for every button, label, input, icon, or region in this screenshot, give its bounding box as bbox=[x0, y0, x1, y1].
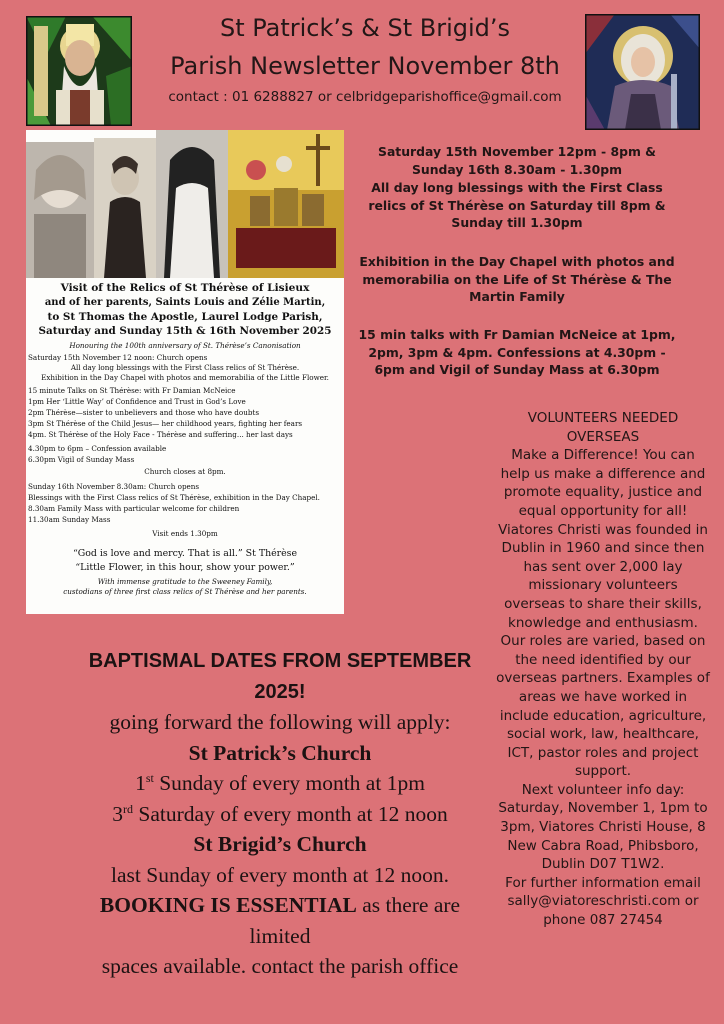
poster-quote2: “Little Flower, in this hour, show your power.” bbox=[75, 562, 295, 573]
poster-heading-line4: Saturday and Sunday 15th & 16th November 2025 bbox=[38, 325, 332, 337]
poster-photos bbox=[26, 130, 344, 278]
st-patrick-stained-glass-image bbox=[26, 16, 132, 126]
relics-visit-poster bbox=[26, 130, 344, 614]
parish-contact: contact : 01 6288827 or celbridgeparishoffice@gmail.com bbox=[168, 89, 562, 105]
booking-rest: as there are limited bbox=[249, 893, 461, 948]
poster-talk-1: 1pm Her ‘Little Way’ of Confidence and Trust in God’s Love bbox=[28, 397, 246, 406]
poster-vigil: 6.30pm Vigil of Sunday Mass bbox=[28, 455, 135, 464]
event-blessings: All day long blessings with the First Class relics of St Thérèse on Saturday till 8pm & Sunday till 1.30pm bbox=[368, 180, 666, 230]
poster-talk-4: 4pm. St Thérèse of the Holy Face - Thérèse and suffering... her last days bbox=[28, 430, 293, 439]
poster-saturday-line1: All day long blessings with the First Class relics of St Thérèse. bbox=[70, 363, 300, 372]
ordinal-number: 3 bbox=[112, 801, 124, 826]
poster-sunday-blessing: Blessings with the First Class relics of St Thérèse, exhibition in the Day Chapel. bbox=[28, 493, 320, 502]
baptism-schedule-line3: last Sunday of every month at 12 noon. bbox=[111, 862, 449, 887]
newsletter-title-line1: St Patrick’s & St Brigid’s bbox=[219, 14, 511, 42]
poster-talk-2: 2pm Thérèse—sister to unbelievers and those who have doubts bbox=[28, 408, 260, 417]
volunteers-section bbox=[496, 409, 710, 930]
baptism-contact: spaces available. contact the parish office bbox=[101, 954, 459, 978]
poster-thanks1: With immense gratitude to the Sweeney Family, bbox=[97, 577, 273, 586]
volunteers-info-day: Next volunteer info day: Saturday, November 1, 1pm to 3pm, Viatores Christi House, 8 New Cabra Road, Phibsboro, Dublin D07 T1W2. bbox=[498, 781, 708, 873]
volunteers-heading: VOLUNTEERS NEEDED OVERSEAS bbox=[527, 410, 679, 445]
poster-church-closes: Church closes at 8pm. bbox=[144, 467, 226, 476]
poster-talks-header: 15 minute Talks on St Thérèse: with Fr Damian McNeice bbox=[28, 386, 236, 395]
baptism-booking bbox=[74, 890, 486, 951]
event-talks: 15 min talks with Fr Damian McNeice at 1pm, 2pm, 3pm & 4pm. Confessions at 4.30pm - 6pm and Vigil of Sunday Mass at 6.30pm bbox=[358, 327, 676, 377]
baptism-schedule-line1 bbox=[74, 768, 486, 799]
ordinal-suffix: rd bbox=[123, 801, 134, 816]
poster-thanks2: custodians of three first class relics of St Thérèse and her parents. bbox=[63, 587, 307, 596]
baptism-intro: going forward the following will apply: bbox=[109, 710, 451, 734]
baptism-heading: BAPTISMAL DATES FROM SEPTEMBER 2025! bbox=[88, 650, 472, 703]
booking-essential: BOOKING IS ESSENTIAL bbox=[99, 893, 357, 917]
schedule-text: Sunday of every month at 1pm bbox=[153, 771, 425, 795]
poster-quote1: “God is love and mercy. That is all.” St Thérèse bbox=[72, 548, 298, 559]
poster-subtitle: Honouring the 100th anniversary of St. Thérèse’s Canonisation bbox=[69, 341, 301, 350]
poster-sunday-header: Sunday 16th November 8.30am: Church opens bbox=[28, 482, 200, 491]
ordinal-suffix: st bbox=[145, 770, 154, 785]
volunteers-body: Make a Difference! You can help us make a difference and promote equality, justice and equal opportunity for all! Viatores Christi was founded in Dublin in 1960 and since then has sent over 2,000 lay missionary volunteers overseas to share their skills, knowledge and enthusiasm. Our roles are varied, based on the need identified by our overseas partners. Examples of areas we have worked in include education, agriculture, social work, law, healthcare, ICT, pastor roles and project support. bbox=[496, 447, 710, 780]
poster-heading-line2: and of her parents, Saints Louis and Zélie Martin, bbox=[44, 297, 326, 308]
poster-sunday-line2: 11.30am Sunday Mass bbox=[28, 515, 111, 524]
baptism-church-st-brigids: St Brigid’s Church bbox=[193, 832, 367, 856]
baptism-section bbox=[74, 646, 486, 982]
poster-sunday-line1: 8.30am Family Mass with particular welcome for children bbox=[28, 504, 240, 513]
newsletter-title-line2: Parish Newsletter November 8th bbox=[170, 52, 560, 80]
poster-talk-3: 3pm St Thérèse of the Child Jesus— her childhood years, fighting her fears bbox=[28, 419, 303, 428]
poster-visit-ends: Visit ends 1.30pm bbox=[152, 529, 218, 538]
poster-saturday-header: Saturday 15th November 12 noon: Church opens bbox=[28, 353, 208, 362]
volunteers-contact: For further information email sally@viatoreschristi.com or phone 087 27454 bbox=[505, 874, 701, 929]
event-exhibition: Exhibition in the Day Chapel with photos and memorabilia on the Life of St Thérèse & The Martin Family bbox=[359, 254, 675, 304]
ordinal-number: 1 bbox=[135, 771, 146, 795]
poster-saturday-line2: Exhibition in the Day Chapel with photos and memorabilia of the Little Flower. bbox=[41, 373, 329, 382]
poster-heading-line1: Visit of the Relics of St Thérèse of Lisieux bbox=[60, 282, 310, 294]
st-brigid-stained-glass-image bbox=[585, 14, 700, 130]
schedule-text: Saturday of every month at 12 noon bbox=[133, 801, 448, 826]
baptism-church-st-patricks: St Patrick’s Church bbox=[188, 740, 372, 765]
poster-heading-line3: to St Thomas the Apostle, Laurel Lodge Parish, bbox=[47, 311, 323, 323]
poster-confession: 4.30pm to 6pm – Confession available bbox=[28, 444, 167, 453]
event-dates: Saturday 15th November 12pm - 8pm & Sunday 16th 8.30am - 1.30pm bbox=[378, 144, 656, 177]
baptism-schedule-line2 bbox=[74, 799, 486, 830]
